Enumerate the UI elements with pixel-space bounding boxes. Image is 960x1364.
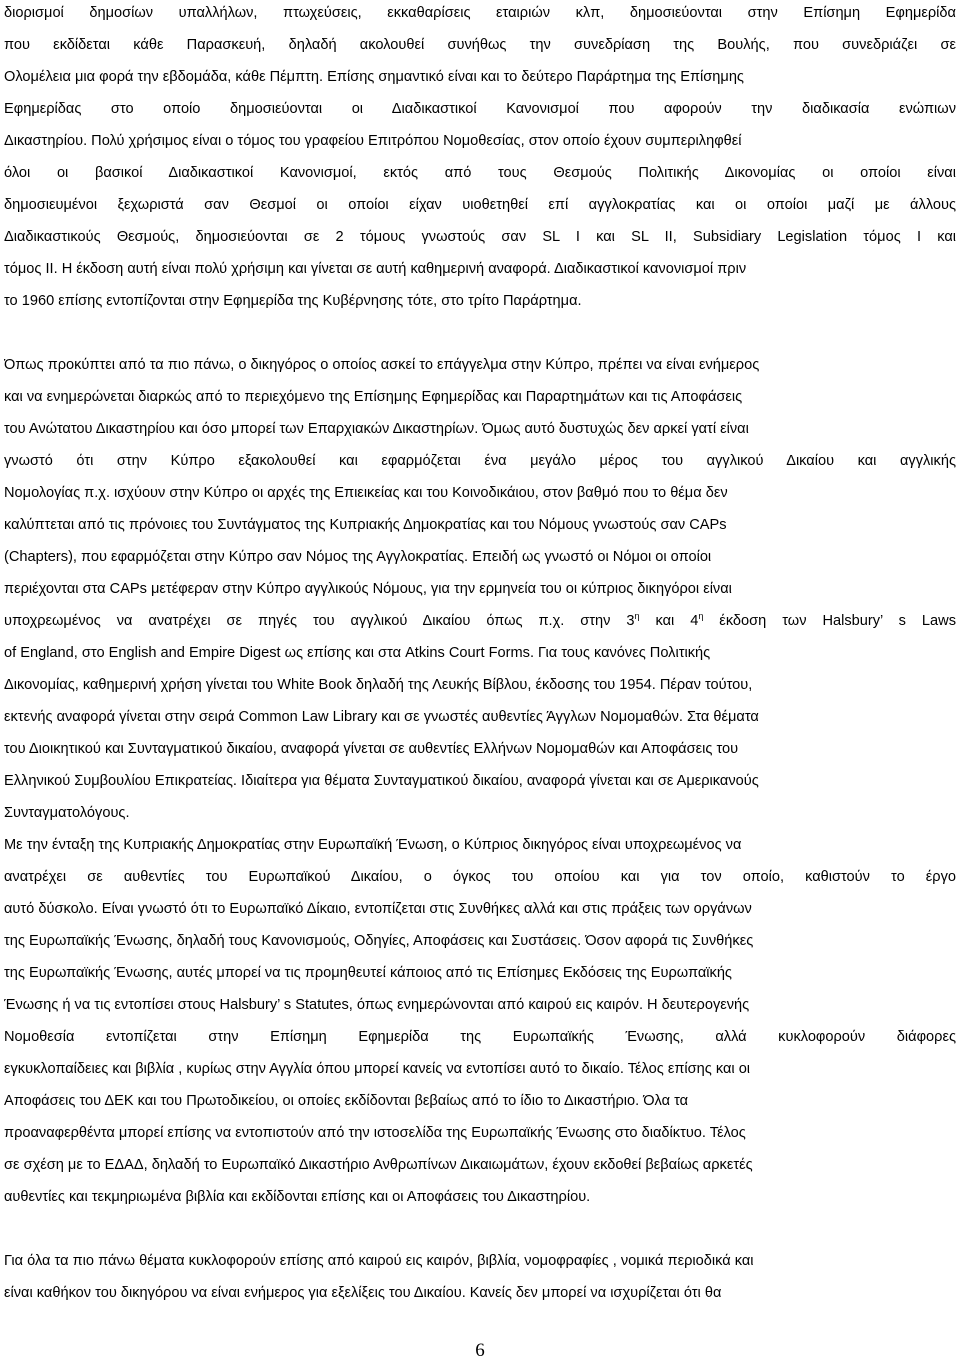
paragraph-3-line-1: Με την ένταξη της Κυπριακής Δημοκρατίας στην Ευρωπαϊκή Ένωση, ο Κύπριος δικηγόρος είναι υποχρεωμένος να [4, 837, 742, 853]
superscript-1: η [634, 611, 640, 621]
paragraph-2-line-10: of England, στο English and Empire Digest ως επίσης και στα Atkins Court Forms. Για τους κανόνες Πολιτικής [4, 645, 711, 661]
paragraph-4-line-1: Για όλα τα πιο πάνω θέματα κυκλοφορούν επίσης από καιρού εις καιρόν, βιβλία, νομοφραφίες , νομικά περιοδικά και [4, 1253, 754, 1269]
superscript-line-before: υποχρεωμένος να ανατρέχει σε πηγές του αγγλικού Δικαίου όπως π.χ. στην 3 [4, 613, 635, 629]
paragraph-3-line-9: Αποφάσεις του ΔΕΚ και του Πρωτοδικείου, οι οποίες εκδίδονται βεβαίως από το ίδιο το Δικαστήριο. Όλα τα [4, 1093, 689, 1109]
paragraph-1-line-7: δημοσιευμένοι ξεχωριστά σαν Θεσμοί οι οποίοι είχαν υιοθετηθεί επί αγγλοκρατίας και οι οποίοι μαζί με άλλους [4, 197, 956, 213]
paragraph-2-line-3: του Ανώτατου Δικαστηρίου και όσο μπορεί των Επαρχιακών Δικαστηρίων. Όμως αυτό δυστυχώς δεν αρκεί γατί είναι [4, 421, 749, 437]
paragraph-1-line-1: διορισμοί δημοσίων υπαλλήλων, πτωχεύσεις, εκκαθαρίσεις εταιριών κλπ, δημοσιεύονται στην Επίσημη Εφημερίδα [4, 5, 956, 21]
superscript-line-after: έκδοση των Halsbury’ s Laws [703, 613, 956, 629]
paragraph-2-line-13: του Διοικητικού και Συνταγματικού δικαίου, αναφορά γίνεται σε αυθεντίες Ελλήνων Νομομαθών και Αποφάσεις του [4, 741, 739, 757]
paragraph-4-line-2: είναι καθήκον του δικηγόρου να είναι ενήμερος για εξελίξεις του Δικαίου. Κανείς δεν μπορεί να ισχυρίζεται ότι θα [4, 1285, 722, 1301]
paragraph-1-line-8: Διαδικαστικούς Θεσμούς, δημοσιεύονται σε 2 τόμους γνωστούς σαν SL I και SL II, Subsidiary Legislation τόμος I και [4, 229, 956, 245]
paragraph-2-line-12: εκτενής αναφορά γίνεται στην σειρά Common Law Library και σε γνωστές αυθεντίες Άγγλων Νομομαθών. Στα θέματα [4, 709, 759, 725]
paragraph-1-line-10: το 1960 επίσης εντοπίζονται στην Εφημερίδα της Κυβέρνησης τότε, στο τρίτο Παράρτημα. [4, 293, 582, 309]
paragraph-1-line-9: τόμος II. Η έκδοση αυτή είναι πολύ χρήσιμη και γίνεται σε αυτή καθημερινή αναφορά. Διαδικαστικοί κανονισμοί πριν [4, 261, 747, 277]
paragraph-2-line-8: περιέχονται στα CAPs μετέφεραν στην Κύπρο αγγλικούς Νόμους, για την ερμηνεία του οι κύπριος δικηγόροι είναι [4, 581, 732, 597]
paragraph-1-line-6: όλοι οι βασικοί Διαδικαστικοί Κανονισμοί, εκτός από τους Θεσμούς Πολιτικής Δικονομίας οι οποίοι είναι [4, 165, 956, 181]
paragraph-3-line-3: αυτό δύσκολο. Είναι γνωστό ότι το Ευρωπαϊκό Δίκαιο, εντοπίζεται στις Συνθήκες αλλά και στις πράξεις των οργάνων [4, 901, 752, 917]
paragraph-2-line-1: Όπως προκύπτει από τα πιο πάνω, ο δικηγόρος ο οποίος ασκεί το επάγγελμα στην Κύπρο, πρέπει να είναι ενήμερος [4, 357, 760, 373]
paragraph-3-line-2: ανατρέχει σε αυθεντίες του Ευρωπαϊκού Δικαίου, ο όγκος του οποίου και για τον οποίο, καθιστούν το έργο [4, 869, 956, 885]
paragraph-2-line-14: Ελληνικού Συμβουλίου Επικρατείας. Ιδιαίτερα για θέματα Συνταγματικού δικαίου, αναφορά γίνεται και σε Αμερικανούς [4, 773, 759, 789]
paragraph-2-line-5: Νομολογίας π.χ. ισχύουν στην Κύπρο οι αρχές της Επιεικείας και του Κοινοδικάιου, στον βαθμό που το θέμα δεν [4, 485, 728, 501]
paragraph-3-line-7: Νομοθεσία εντοπίζεται στην Επίσημη Εφημερίδα της Ευρωπαϊκής Ένωσης, αλλά κυκλοφορούν διάφορες [4, 1029, 956, 1045]
paragraph-3-line-4: της Ευρωπαϊκής Ένωσης, δηλαδή τους Κανονισμούς, Οδηγίες, Αποφάσεις και Συστάσεις. Όσον αφορά τις Συνθήκες [4, 933, 754, 949]
paragraph-1-line-5: Δικαστηρίου. Πολύ χρήσιμος είναι ο τόμος του γραφείου Επιτρόπου Νομοθεσίας, στον οποίο έχουν συμπεριληφθεί [4, 133, 742, 149]
paragraph-2-line-11: Δικονομίας, καθημερινή χρήση γίνεται του White Book δηλαδή της Λευκής Βίβλου, έκδοσης του 1954. Πέραν τούτου, [4, 677, 753, 693]
paragraph-1-line-4: Εφημερίδας στο οποίο δημοσιεύονται οι Διαδικαστικοί Κανονισμοί που αφορούν την διαδικασία ενώπιων [4, 101, 956, 117]
superscript-2: η [698, 611, 704, 621]
paragraph-3-line-6: Ένωσης ή να τις εντοπίσει στους Halsbury’ s Statutes, όπως ενημερώνονται από καιρού εις καιρόν. Η δευτερογενής [4, 997, 750, 1013]
paragraph-3-line-10: προαναφερθέντα μπορεί επίσης να εντοπιστούν από την ιστοσελίδα της Ευρωπαϊκής Ένωσης στο διαδίκτυο. Τέλος [4, 1125, 746, 1141]
paragraph-3-line-11: σε σχέση με το ΕΔΑΔ, δηλαδή το Ευρωπαϊκό Δικαστήριο Ανθρωπίνων Δικαιωμάτων, έχουν εκδοθεί βεβαίως αρκετές [4, 1157, 753, 1173]
paragraph-3-line-8: εγκυκλοπαίδειες και βιβλία , κυρίως στην Αγγλία όπου μπορεί κανείς να εντοπίσει αυτό το δικαίο. Τέλος επίσης και οι [4, 1061, 751, 1077]
paragraph-1-line-3: Ολομέλεια μια φορά την εβδομάδα, κάθε Πέμπτη. Επίσης σημαντικό είναι και το δεύτερο Παράρτημα της Επίσημης [4, 69, 744, 85]
paragraph-2-line-9 [4, 611, 956, 631]
paragraph-2-line-4: γνωστό ότι στην Κύπρο εξακολουθεί και εφαρμόζεται ένα μεγάλο μέρος του αγγλικού Δικαίου και αγγλικής [4, 453, 956, 469]
paragraph-2-line-15: Συνταγματολόγους. [4, 805, 130, 821]
page-number: 6 [475, 1340, 485, 1361]
superscript-line-middle: και 4 [639, 613, 699, 629]
paragraph-3-line-5: της Ευρωπαϊκής Ένωσης, αυτές μπορεί να τις προμηθευτεί κάποιος από τις Επίσημες Εκδόσεις της Ευρωπαϊκής [4, 965, 732, 981]
paragraph-2-line-6: καλύπτεται από τις πρόνοιες του Συντάγματος της Κυπριακής Δημοκρατίας και του Νόμους γνωστούς σαν CAPs [4, 517, 727, 533]
paragraph-2-line-2: και να ενημερώνεται διαρκώς από το περιεχόμενο της Επίσημης Εφημερίδας και Παραρτημάτων και τις Αποφάσεις [4, 389, 743, 405]
paragraph-1-line-2: που εκδίδεται κάθε Παρασκευή, δηλαδή ακολουθεί συνήθως την συνεδρίαση της Βουλής, που συνεδριάζει σε [4, 37, 956, 53]
paragraph-3-line-12: αυθεντίες και τεκμηριωμένα βιβλία και εκδίδονται επίσης και οι Αποφάσεις του Δικαστηρίου. [4, 1189, 591, 1205]
paragraph-2-line-7: (Chapters), που εφαρμόζεται στην Κύπρο σαν Νόμος της Αγγλοκρατίας. Επειδή ως γνωστό οι Νόμοι οι οποίοι [4, 549, 712, 565]
